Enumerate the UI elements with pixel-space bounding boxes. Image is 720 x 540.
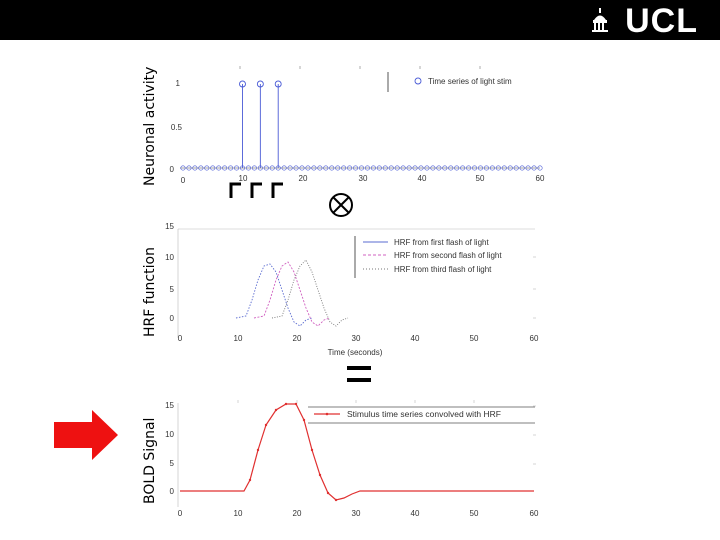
bold-ytick: 15 (165, 401, 174, 410)
hrf-ytick: 10 (165, 253, 174, 262)
bold-xtick: 30 (351, 509, 361, 518)
bold-point (303, 419, 305, 421)
hrf-xtick: 30 (351, 334, 361, 343)
bold-point (249, 479, 251, 481)
neuronal-xtick: 20 (298, 174, 308, 183)
hrf-xlabel: Time (seconds) (327, 348, 383, 357)
equals-icon (347, 366, 371, 382)
hrf-ytick: 0 (169, 314, 174, 323)
hrf-legend-item: HRF from first flash of light (394, 238, 489, 247)
hrf-xtick: 0 (177, 334, 183, 343)
neuronal-xtick: 0 (180, 176, 186, 185)
neuronal-ytick: 1 (175, 79, 180, 88)
hrf-panel (165, 222, 539, 357)
bold-xtick: 10 (233, 509, 243, 518)
neuronal-ylabel: Neuronal activity (142, 66, 158, 186)
neuronal-ytick: 0.5 (170, 123, 182, 132)
hrf-legend-item: HRF from second flash of light (394, 251, 502, 260)
bold-xtick: 60 (529, 509, 539, 518)
neuronal-legend-marker (415, 78, 421, 84)
convolve-icon (330, 194, 352, 216)
neuronal-xtick: 30 (358, 174, 368, 183)
neuronal-xtick: 40 (417, 174, 427, 183)
hrf-xtick: 20 (292, 334, 302, 343)
neuronal-legend: Time series of light stim (428, 77, 512, 86)
bold-panel (165, 400, 539, 518)
hrf-ylabel: HRF function (142, 247, 158, 337)
hrf-xtick: 50 (469, 334, 479, 343)
bold-xtick: 40 (410, 509, 420, 518)
bold-point (257, 449, 259, 451)
bold-point (275, 409, 277, 411)
bold-point (319, 474, 321, 476)
neuronal-xtick: 10 (238, 174, 248, 183)
bold-point (295, 403, 297, 405)
bold-point (311, 449, 313, 451)
hrf-xtick: 60 (529, 334, 539, 343)
hrf-legend-item: HRF from third flash of light (394, 265, 492, 274)
bold-legend: Stimulus time series convolved with HRF (347, 409, 501, 419)
bold-ytick: 5 (169, 459, 174, 468)
hrf-xtick: 40 (410, 334, 420, 343)
bold-ylabel: BOLD Signal (142, 417, 158, 504)
bold-ytick: 10 (165, 430, 174, 439)
bold-point (327, 492, 329, 494)
bold-xtick: 20 (292, 509, 302, 518)
hrf-ytick: 15 (165, 222, 174, 231)
neuronal-xtick: 60 (535, 174, 545, 183)
bold-ytick: 0 (169, 487, 174, 496)
neuronal-xtick: 50 (475, 174, 485, 183)
neuronal-panel (170, 66, 545, 198)
bold-xtick: 0 (177, 509, 183, 518)
stim-brackets (231, 184, 283, 198)
bold-point (335, 499, 337, 501)
hrf-ytick: 5 (169, 285, 174, 294)
bold-xtick: 50 (469, 509, 479, 518)
bold-point (265, 424, 267, 426)
bold-markers (249, 403, 337, 501)
hrf-xtick: 10 (233, 334, 243, 343)
hrf-curve-3 (272, 260, 348, 326)
hrf-curve-1 (236, 264, 312, 326)
bold-point (285, 403, 287, 405)
stim-stems (240, 81, 282, 168)
ucl-logo: UCL (625, 2, 698, 40)
neuronal-ytick: 0 (169, 165, 174, 174)
